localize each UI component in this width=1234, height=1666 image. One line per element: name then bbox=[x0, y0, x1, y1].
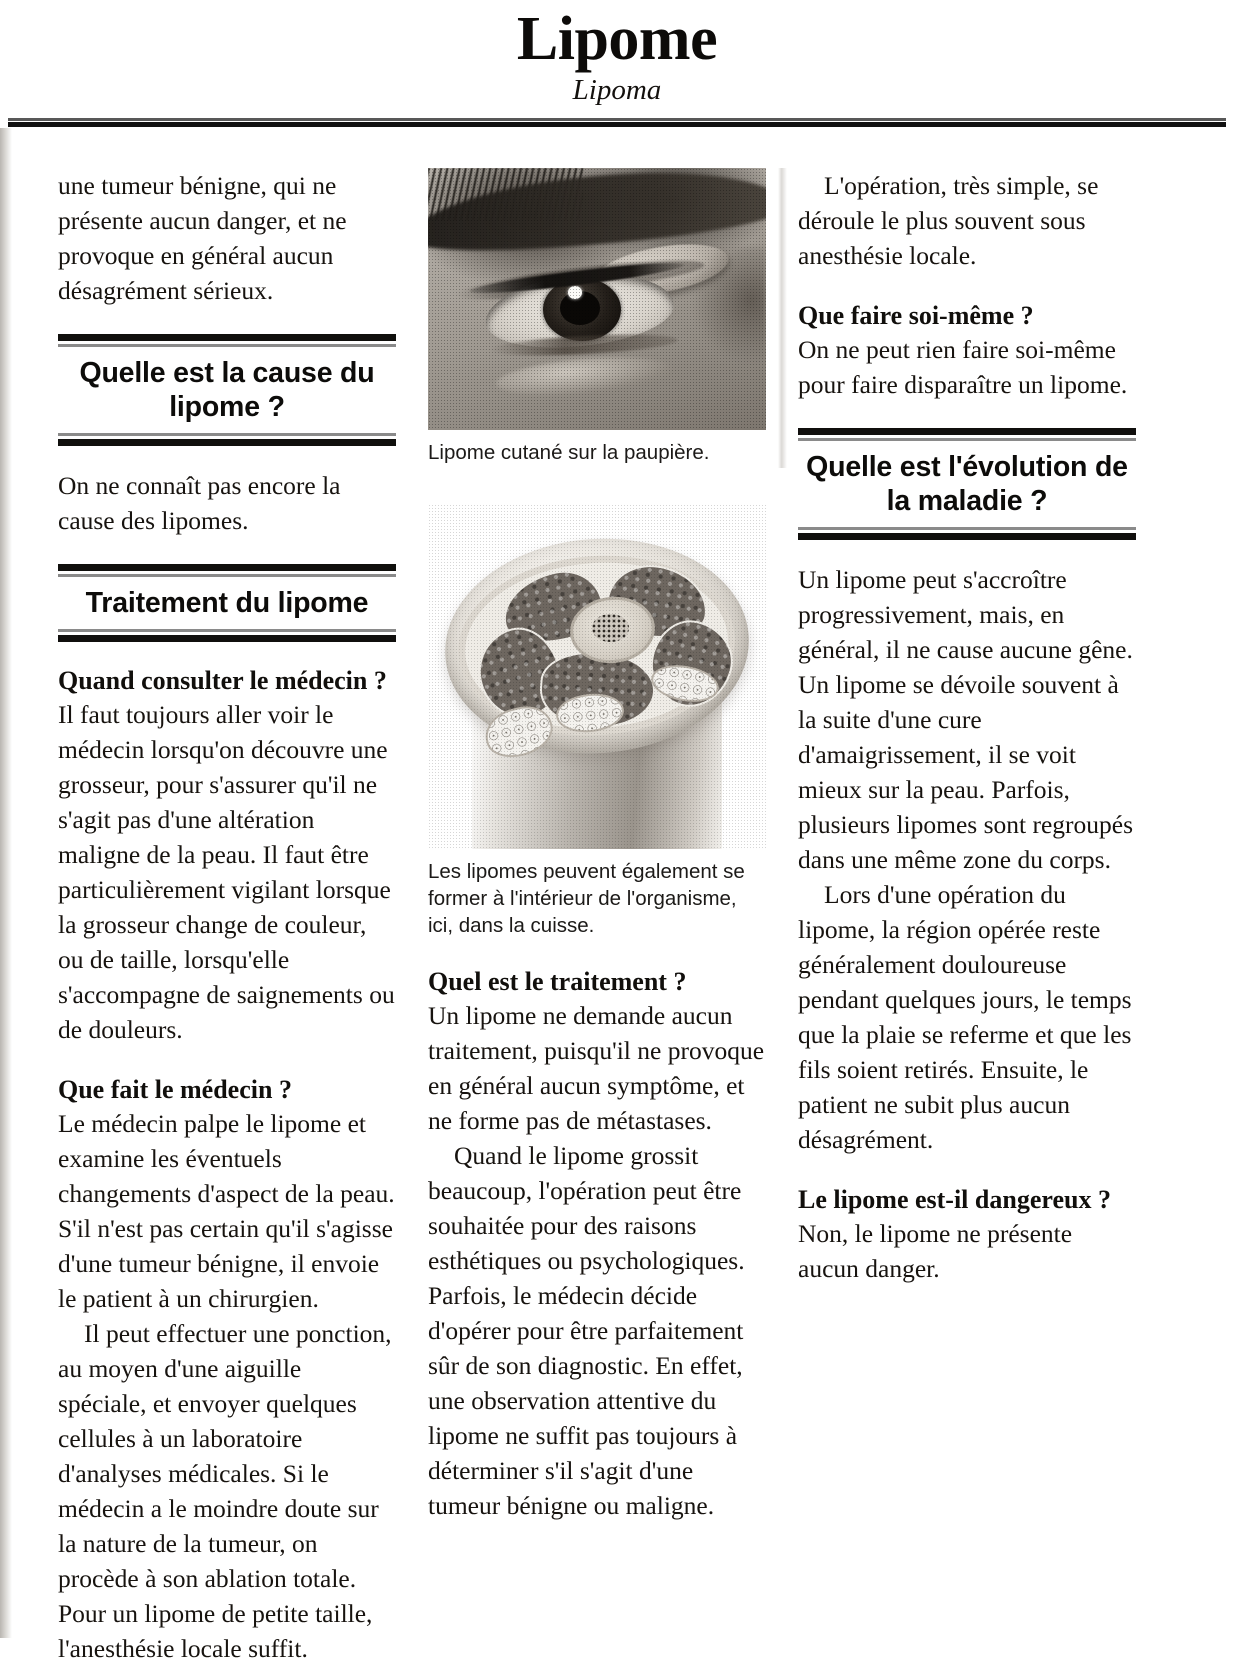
paragraph-dangereux: Non, le lipome ne présente aucun danger. bbox=[798, 1219, 1073, 1283]
photo-lipoma-eyelid bbox=[428, 168, 766, 430]
subheading-quel-traitement: Quel est le traitement ? bbox=[428, 967, 687, 996]
banner-rule-thick-bottom bbox=[58, 635, 396, 642]
caption-thigh-illustration: Les lipomes peuvent également se former à l'intérieur de l'organisme, ici, dans la cuisse. bbox=[428, 860, 745, 937]
page-title: Lipome bbox=[516, 5, 718, 73]
subheading-que-faire-soi-meme: Que faire soi-même ? bbox=[798, 301, 1034, 330]
paragraph-quand-consulter: Il faut toujours aller voir le médecin lorsqu'on découvre une grosseur, pour s'assurer qu'il ne s'agit pas d'une altération maligne de la peau. Il faut être particulièrement vigilant lorsque la grosseur change de couleur, ou de taille, lorsqu'elle s'accompagne de saignements ou de douleurs. bbox=[58, 700, 395, 1044]
banner-rule-thick-bottom bbox=[58, 439, 396, 446]
banner-rule-thick-top bbox=[798, 428, 1136, 435]
paragraph-traitement-2: Quand le lipome grossit beaucoup, l'opération peut être souhaitée pour des raisons esthétiques ou psychologiques. Parfois, le médecin décide d'opérer pour être parfaitement sûr de son diagnostic. En effet, une observation attentive du lipome ne suffit pas toujours à déterminer s'il s'agit d'une tumeur bénigne ou maligne. bbox=[428, 1141, 745, 1520]
page-edge-shadow bbox=[0, 128, 12, 1638]
column-right bbox=[798, 168, 1136, 1286]
illustration-thigh-cross-section bbox=[428, 504, 766, 849]
banner-rule-thin-bottom bbox=[798, 527, 1136, 530]
paragraph-que-faire: On ne peut rien faire soi-même pour faire disparaître un lipome. bbox=[798, 335, 1128, 399]
banner-rule-thin-bottom bbox=[58, 433, 396, 436]
paragraph-intro: une tumeur bénigne, qui ne présente aucun danger, et ne provoque en général aucun désagrément sérieux. bbox=[58, 171, 347, 305]
masthead-rule-upper bbox=[8, 118, 1226, 121]
page-subtitle-latin: Lipoma bbox=[572, 74, 662, 106]
section-banner-traitement bbox=[58, 564, 396, 642]
page-masthead bbox=[0, 0, 1234, 128]
banner-heading-traitement: Traitement du lipome bbox=[85, 587, 369, 619]
paragraph-que-fait-1: Le médecin palpe le lipome et examine les éventuels changements d'aspect de la peau. S'il n'est pas certain qu'il s'agisse d'une tumeur bénigne, il envoie le patient à un chirurgien. bbox=[58, 1109, 395, 1313]
figure-eye-photo bbox=[428, 168, 766, 466]
paragraph-traitement-1: Un lipome ne demande aucun traitement, puisqu'il ne provoque en général aucun symptôme, et ne forme pas de métastases. bbox=[428, 1001, 765, 1135]
paragraph-evolution-2: Lors d'une opération du lipome, la région opérée reste généralement douloureuse pendant quelques jours, le temps que la plaie se referme et que les fils soient retirés. Ensuite, le patient ne subit plus aucun désagrément. bbox=[798, 880, 1132, 1154]
banner-heading-evolution: Quelle est l'évolution de la maladie ? bbox=[806, 451, 1128, 517]
subheading-quand-consulter: Quand consulter le médecin ? bbox=[58, 666, 387, 695]
paragraph-operation: L'opération, très simple, se déroule le plus souvent sous anesthésie locale. bbox=[798, 171, 1099, 270]
column-left bbox=[58, 168, 396, 1666]
caption-eye-photo: Lipome cutané sur la paupière. bbox=[428, 441, 710, 464]
photo-temple-shadow bbox=[692, 247, 766, 365]
section-banner-evolution bbox=[798, 428, 1136, 540]
figure-thigh-illustration bbox=[428, 504, 766, 939]
paragraph-evolution-1: Un lipome peut s'accroître progressivement, mais, en général, il ne cause aucune gêne. Un lipome se dévoile souvent à la suite d'une cure d'amaigrissement, il se voit mieux sur la peau. Parfois, plusieurs lipomes sont regroupés dans une même zone du corps. bbox=[798, 565, 1133, 874]
banner-heading-cause: Quelle est la cause du lipome ? bbox=[79, 357, 375, 423]
illustration-bone-marrow bbox=[592, 614, 629, 642]
masthead-rule-lower bbox=[8, 122, 1226, 127]
banner-rule-thick-top bbox=[58, 334, 396, 341]
paragraph-cause: On ne connaît pas encore la cause des lipomes. bbox=[58, 471, 341, 535]
banner-rule-thick-top bbox=[58, 564, 396, 571]
banner-rule-thick-bottom bbox=[798, 533, 1136, 540]
banner-rule-thin-bottom bbox=[58, 629, 396, 632]
section-banner-cause bbox=[58, 334, 396, 446]
subheading-que-fait-le-medecin: Que fait le médecin ? bbox=[58, 1075, 292, 1104]
column-middle bbox=[428, 168, 766, 1523]
paragraph-que-fait-2: Il peut effectuer une ponction, au moyen d'une aiguille spéciale, et envoyer quelques cellules à un laboratoire d'analyses médicales. Si le médecin a le moindre doute sur la nature de la tumeur, on procède à son ablation totale. Pour un lipome de petite taille, l'anesthésie locale suffit. bbox=[58, 1319, 392, 1663]
subheading-lipome-dangereux: Le lipome est-il dangereux ? bbox=[798, 1185, 1111, 1214]
column-gutter-shadow bbox=[778, 168, 787, 468]
